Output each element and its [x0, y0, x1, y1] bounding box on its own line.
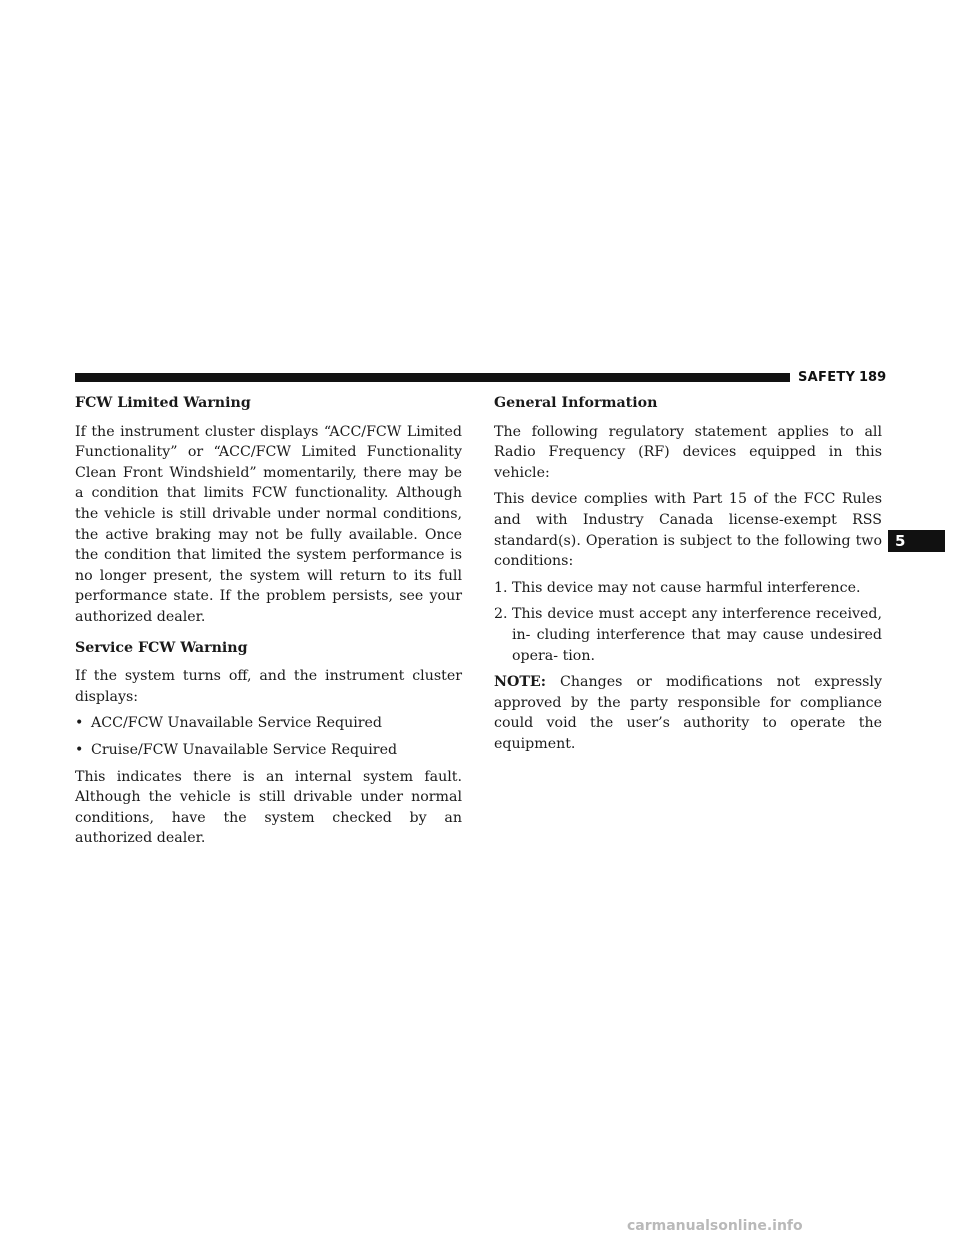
note-text: Changes or modifications not expressly approved by the party responsible for compliance could void the user’s authority to operate the equipment. [494, 674, 882, 752]
bullet-mark: • [75, 741, 84, 758]
page-number: 189 [859, 370, 887, 385]
chapter-tab: 5 [888, 530, 945, 552]
list-item [494, 578, 882, 599]
header-rule [75, 373, 790, 382]
section-title: SAFETY [798, 370, 856, 385]
watermark: carmanualsonline.info [627, 1218, 803, 1234]
paragraph-fcw-limited: If the instrument cluster displays “ACC/FCW Limited Functionality” or “ACC/FCW Limited Functionality Clean Front Windshield” momentarily, there may be a condition that limits FCW functionality. Although the vehicle is still drivable under normal conditions, the active braking may not be fully available. Once the condition that limited the system performance is no longer present, the system will return to its full performance state. If the problem persists, see your authorized dealer. [75, 423, 462, 625]
list-item [75, 740, 462, 761]
list-item [494, 604, 882, 666]
bullet-mark: • [75, 715, 84, 732]
left-column [75, 393, 462, 855]
heading-general-information: General Information [494, 395, 658, 411]
note-label: NOTE: [494, 674, 546, 691]
paragraph-service-closing: This indicates there is an internal system fault. Although the vehicle is still drivable under normal conditions, have the system checked by an authorized dealer. [75, 768, 462, 847]
paragraph-service-intro: If the system turns off, and the instrument cluster displays: [75, 668, 462, 705]
bullet-text: Cruise/FCW Unavailable Service Required [91, 741, 398, 758]
list-text: This device may not cause harmful interference. [512, 579, 861, 596]
list-number: 1. [494, 579, 508, 596]
note-paragraph [494, 672, 882, 754]
list-item [75, 713, 462, 734]
list-number: 2. [494, 606, 508, 623]
paragraph-regulatory-statement: The following regulatory statement applies to all Radio Frequency (RF) devices equipped in this vehicle: [494, 423, 882, 481]
heading-fcw-limited-warning: FCW Limited Warning [75, 395, 251, 411]
bullet-text: ACC/FCW Unavailable Service Required [91, 715, 383, 732]
right-column [494, 393, 882, 761]
heading-service-fcw-warning: Service FCW Warning [75, 639, 248, 656]
list-text: This device must accept any interference received, in- cluding interference that may cause undesired opera- tion. [512, 606, 882, 664]
paragraph-fcc-compliance: This device complies with Part 15 of the FCC Rules and with Industry Canada license-exempt RSS standard(s). Operation is subject to the following two conditions: [494, 491, 882, 570]
